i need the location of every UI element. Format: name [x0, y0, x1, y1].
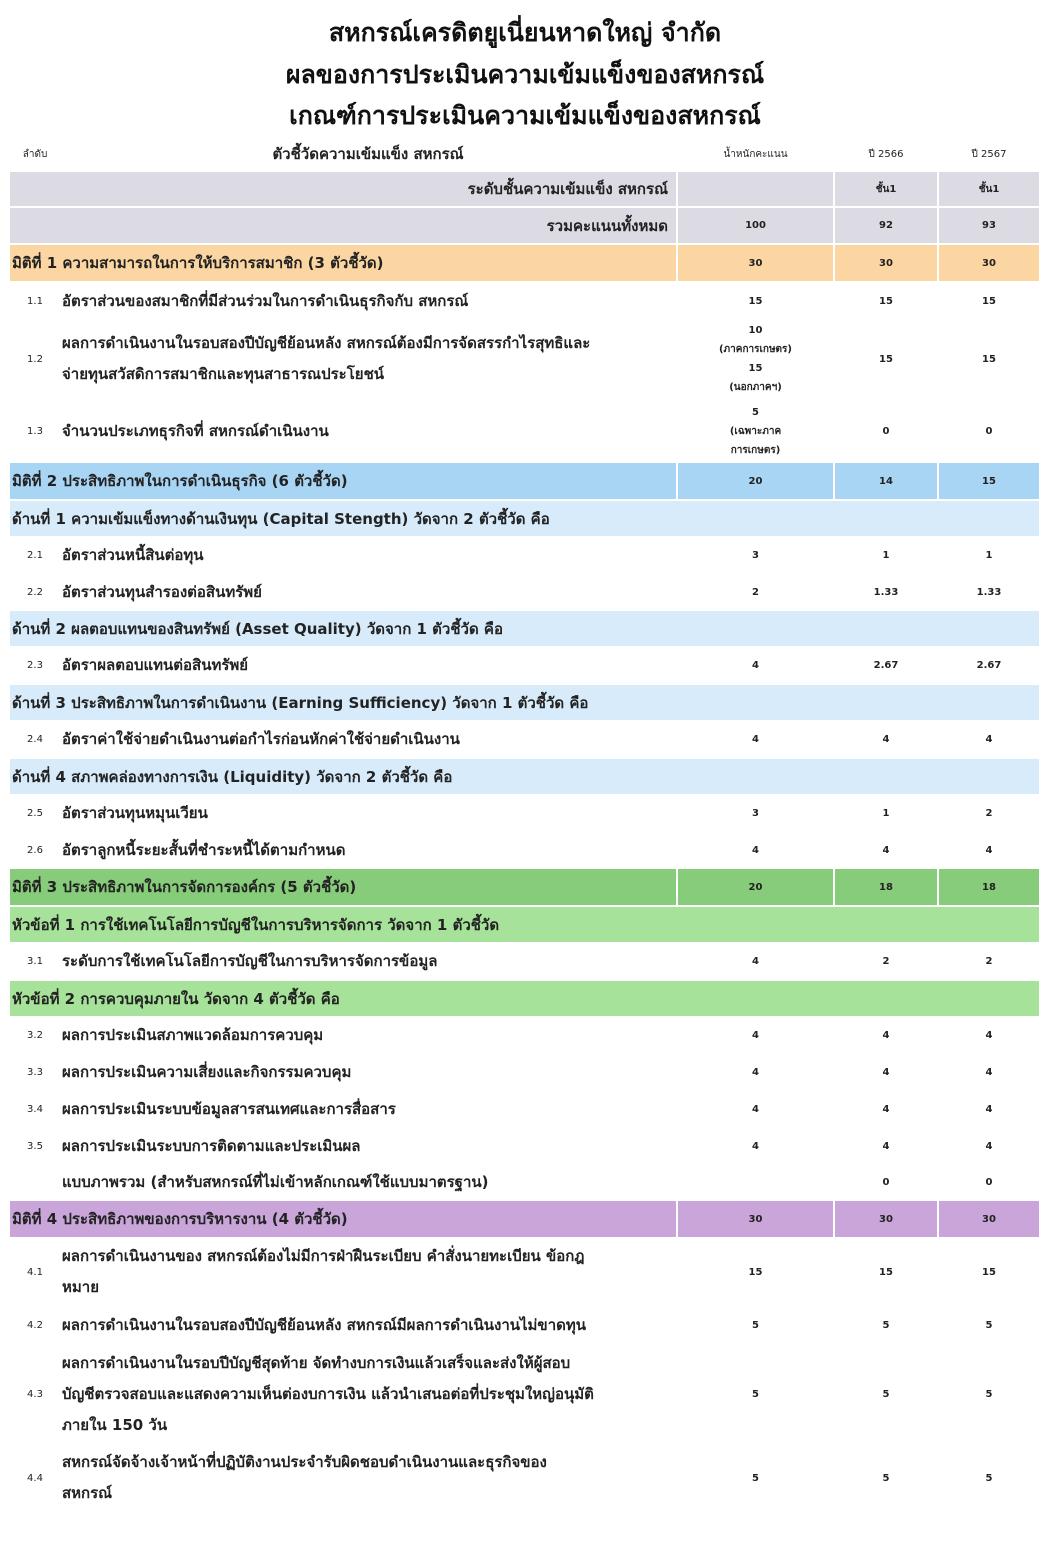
item-no: 2.1: [27, 549, 43, 561]
item-text: [62, 1446, 676, 1510]
dimension-1-weight: 30: [748, 257, 763, 269]
item-text-line: บัญชีตรวจสอบและแสดงความเห็นต่องบการเงิน แล้วนำเสนอต่อที่ประชุมใหญ่อนุมัติ: [62, 1384, 594, 1403]
item-row-1-2: [10, 320, 1039, 398]
item-weight: 4: [752, 660, 759, 671]
item-y2: 5: [985, 1472, 993, 1484]
item-no: [10, 1164, 60, 1200]
item-text-line: สหกรณ์จัดจ้างเจ้าหน้าที่ปฏิบัติงานประจำรับผิดชอบดำเนินงานและธุรกิจของ: [62, 1453, 547, 1471]
item-weight: 4: [752, 956, 759, 967]
item-text: อัตราส่วนหนี้สินต่อทุน: [62, 545, 204, 564]
item-y1: 5: [882, 1388, 890, 1400]
item-text: ระดับการใช้เทคโนโลยีการบัญชีในการบริหารจัดการข้อมูล: [62, 952, 438, 970]
subsection-earning: ด้านที่ 3 ประสิทธิภาพในการดำเนินงาน (Earning Sufficiency) วัดจาก 1 ตัวชี้วัด คือ: [12, 693, 589, 712]
item-no: 1.2: [27, 353, 43, 365]
item-y1: 4: [882, 1030, 890, 1041]
item-y1: 2: [882, 956, 890, 967]
item-row-4-2: [10, 1307, 1039, 1343]
dimension-4-weight: 30: [748, 1213, 763, 1225]
item-row-4-4: [10, 1446, 1039, 1510]
item-no: 3.1: [27, 956, 43, 967]
item-row-4-1: [10, 1238, 1039, 1306]
item-row-3-overall: [10, 1164, 1039, 1200]
item-text: ผลการประเมินสภาพแวดล้อมการควบคุม: [62, 1026, 324, 1044]
item-text: ผลการประเมินระบบข้อมูลสารสนเทศและการสื่อสาร: [62, 1100, 396, 1118]
item-row-3-2: [10, 1017, 1039, 1054]
item-text-line: ผลการดำเนินงานในรอบปีบัญชีสุดท้าย จัดทำงบการเงินแล้วเสร็จและส่งให้ผู้สอบ: [62, 1353, 571, 1372]
item-text: อัตราส่วนทุนสำรองต่อสินทรัพย์: [62, 582, 262, 601]
item-weight-line: (เฉพาะภาค: [729, 425, 782, 437]
item-weight-line: 15: [748, 363, 763, 374]
item-y2: 1: [985, 549, 993, 561]
header-indicator: ตัวชี้วัดความเข้มแข็ง สหกรณ์: [272, 145, 464, 163]
item-y1: 15: [879, 353, 893, 365]
item-y2: 5: [985, 1319, 993, 1331]
item-weight: 4: [752, 1067, 759, 1078]
level-label: ระดับชั้นความเข้มแข็ง สหกรณ์: [467, 180, 668, 198]
item-y2: 15: [982, 1266, 996, 1278]
item-no: 2.2: [27, 586, 43, 598]
item-row-3-5: [10, 1128, 1039, 1164]
item-weight: 4: [752, 1030, 759, 1041]
item-row-2-2: [10, 574, 1039, 610]
item-text-line: ผลการดำเนินงานของ สหกรณ์ต้องไม่มีการฝ่าฝืนระเบียบ คำสั่งนายทะเบียน ข้อกฎ: [62, 1247, 585, 1265]
dimension-3-y2: 18: [982, 881, 996, 893]
item-row-2-5: [10, 795, 1039, 831]
item-y2: 5: [985, 1388, 993, 1400]
subsection-row: [10, 907, 1039, 942]
item-no: 2.4: [27, 734, 43, 745]
dimension-1-y1: 30: [879, 257, 893, 269]
item-weight-line: (นอกภาคฯ): [729, 382, 782, 393]
item-y1: 15: [879, 1266, 893, 1278]
item-weight: 3: [752, 807, 759, 819]
item-text: แบบภาพรวม (สำหรับสหกรณ์ที่ไม่เข้าหลักเกณฑ์ใช้แบบมาตรฐาน): [62, 1172, 489, 1191]
item-weight: 15: [748, 295, 763, 307]
subsection-row: [10, 981, 1039, 1016]
item-y1: 1: [882, 807, 890, 819]
item-row-3-4: [10, 1091, 1039, 1128]
item-no: 4.4: [27, 1472, 43, 1484]
item-text-line: หมาย: [62, 1278, 99, 1296]
header-no: ลำดับ: [22, 148, 48, 160]
item-row-1-3: [10, 400, 1039, 462]
item-y2: 4: [985, 1030, 993, 1041]
subsection-row: [10, 759, 1039, 794]
subsection-accounting-tech: หัวข้อที่ 1 การใช้เทคโนโลยีการบัญชีในการบริหารจัดการ วัดจาก 1 ตัวชี้วัด: [12, 915, 500, 934]
item-no: 3.4: [27, 1104, 43, 1115]
item-y1: 1.33: [873, 586, 899, 598]
item-weight: 5: [752, 1472, 759, 1484]
total-label: รวมคะแนนทั้งหมด: [546, 216, 668, 235]
dimension-2-weight: 20: [748, 475, 763, 487]
item-text: ผลการประเมินระบบการติดตามและประเมินผล: [62, 1136, 361, 1155]
item-row-3-3: [10, 1054, 1039, 1091]
item-y1: 5: [882, 1472, 890, 1484]
item-y1: 4: [882, 1140, 890, 1152]
item-y1: 4: [882, 844, 890, 856]
header-year-2567: ปี 2567: [971, 148, 1007, 160]
dimension-1-label: มิติที่ 1 ความสามารถในการให้บริการสมาชิก (3 ตัวชี้วัด): [12, 254, 384, 272]
item-y2: 4: [985, 1067, 993, 1078]
dimension-1-row: [10, 245, 1039, 281]
dimension-4-y1: 30: [879, 1213, 893, 1225]
item-weight: 4: [752, 844, 759, 856]
item-weight-line: การเกษตร): [730, 444, 781, 456]
summary-total-row: [10, 208, 1039, 243]
item-text: ผลการดำเนินงานในรอบสองปีบัญชีย้อนหลัง สหกรณ์มีผลการดำเนินงานไม่ขาดทุน: [62, 1315, 586, 1334]
item-y2: 2: [985, 807, 993, 819]
level-y2: ชั้น1: [978, 183, 1000, 195]
item-no: 2.5: [27, 807, 43, 819]
item-y1: 2.67: [873, 660, 899, 671]
dimension-2-label: มิติที่ 2 ประสิทธิภาพในการดำเนินธุรกิจ (6 ตัวชี้วัด): [12, 472, 348, 490]
item-no: 2.3: [27, 660, 43, 671]
item-y1: 1: [882, 549, 890, 561]
item-y1: 4: [882, 734, 890, 745]
subsection-row: [10, 611, 1039, 646]
item-text: [62, 320, 676, 398]
item-y1: 4: [882, 1104, 890, 1115]
item-row-3-1: [10, 943, 1039, 980]
item-y2: 4: [985, 844, 993, 856]
dimension-2-y2: 15: [982, 475, 996, 487]
dimension-4-row: [10, 1201, 1039, 1237]
dimension-3-label: มิติที่ 3 ประสิทธิภาพในการจัดการองค์กร (5 ตัวชี้วัด): [12, 878, 357, 896]
total-y2: 93: [982, 220, 996, 231]
item-no: 4.3: [27, 1388, 43, 1400]
item-text: [62, 1238, 676, 1306]
item-row-1-1: [10, 283, 1039, 319]
item-text: จำนวนประเภทธุรกิจที่ สหกรณ์ดำเนินงาน: [62, 421, 329, 440]
header-year-2566: ปี 2566: [868, 148, 904, 160]
subsection-liquidity: ด้านที่ 4 สภาพคล่องทางการเงิน (Liquidity) วัดจาก 2 ตัวชี้วัด คือ: [12, 767, 453, 786]
dimension-3-row: [10, 869, 1039, 905]
dimension-3-weight: 20: [748, 881, 763, 893]
item-no: 1.3: [27, 425, 43, 437]
dimension-2-y1: 14: [879, 475, 893, 487]
item-y1: 0: [882, 425, 890, 437]
item-text-line: สหกรณ์: [62, 1484, 113, 1502]
title-assessment-result: ผลของการประเมินความเข้มแข็งของสหกรณ์: [285, 60, 765, 89]
subsection-asset-quality: ด้านที่ 2 ผลตอบแทนของสินทรัพย์ (Asset Quality) วัดจาก 1 ตัวชี้วัด คือ: [12, 619, 503, 638]
item-text: ผลการประเมินความเสี่ยงและกิจกรรมควบคุม: [62, 1063, 352, 1081]
item-text: อัตราผลตอบแทนต่อสินทรัพย์: [62, 656, 249, 674]
dimension-1-y2: 30: [982, 257, 996, 269]
item-y2: 2: [985, 956, 993, 967]
subsection-row: [10, 501, 1039, 536]
subsection-internal-control: หัวข้อที่ 2 การควบคุมภายใน วัดจาก 4 ตัวชี้วัด คือ: [12, 989, 340, 1008]
item-y2: 0: [985, 1176, 993, 1188]
item-text: อัตราส่วนทุนหมุนเวียน: [62, 803, 208, 822]
item-y2: 15: [982, 295, 996, 307]
item-weight: 5: [752, 1319, 759, 1331]
item-no: 4.2: [27, 1319, 43, 1331]
title-assessment-criteria: เกณฑ์การประเมินความเข้มแข็งของสหกรณ์: [289, 101, 761, 130]
item-weight: [678, 400, 833, 462]
item-weight: 4: [752, 1104, 759, 1115]
item-y2: 15: [982, 353, 996, 365]
item-y2: 2.67: [976, 660, 1002, 671]
item-text-line: ภายใน 150 วัน: [62, 1415, 168, 1434]
item-text-line: ผลการดำเนินงานในรอบสองปีบัญชีย้อนหลัง สหกรณ์ต้องมีการจัดสรรกำไรสุทธิและ: [62, 334, 591, 352]
dimension-4-y2: 30: [982, 1213, 996, 1225]
item-weight-line: (ภาคการเกษตร): [718, 344, 792, 355]
item-y1: 15: [879, 295, 893, 307]
item-row-4-3: [10, 1345, 1039, 1443]
item-y2: 4: [985, 734, 993, 745]
item-weight: 2: [752, 586, 759, 598]
item-no: 3.5: [27, 1140, 43, 1152]
dimension-2-row: [10, 463, 1039, 499]
item-no: 3.2: [27, 1030, 43, 1041]
item-weight: 4: [752, 1140, 759, 1152]
item-text: อัตราส่วนของสมาชิกที่มีส่วนร่วมในการดำเนินธุรกิจกับ สหกรณ์: [62, 291, 469, 310]
item-row-2-6: [10, 832, 1039, 868]
item-weight: 5: [752, 1388, 759, 1400]
item-no: 4.1: [27, 1266, 43, 1278]
item-row-2-3: [10, 647, 1039, 684]
item-y2: 4: [985, 1140, 993, 1152]
total-weight: 100: [745, 220, 766, 231]
item-weight: [678, 320, 833, 398]
item-weight: 4: [752, 734, 759, 745]
item-weight: [678, 1164, 833, 1200]
total-y1: 92: [879, 220, 893, 231]
item-y1: 5: [882, 1319, 890, 1331]
item-y1: 4: [882, 1067, 890, 1078]
item-text: อัตราลูกหนี้ระยะสั้นที่ชำระหนี้ได้ตามกำหนด: [62, 840, 346, 859]
item-no: 2.6: [27, 844, 43, 856]
title-cooperative-name: สหกรณ์เครดิตยูเนี่ยนหาดใหญ่ จำกัด: [328, 18, 722, 47]
subsection-row: [10, 685, 1039, 720]
item-text: อัตราค่าใช้จ่ายดำเนินงานต่อกำไรก่อนหักค่าใช้จ่ายดำเนินงาน: [62, 730, 460, 748]
item-weight: 3: [752, 549, 759, 561]
item-y1: 0: [882, 1176, 890, 1188]
item-no: 1.1: [27, 295, 43, 307]
item-weight: 15: [748, 1266, 763, 1278]
dimension-3-y1: 18: [879, 881, 893, 893]
item-y2: 4: [985, 1104, 993, 1115]
header-weight: น้ำหนักคะแนน: [723, 148, 788, 160]
item-text: [62, 1345, 676, 1443]
item-y2: 1.33: [976, 586, 1002, 598]
item-row-2-1: [10, 537, 1039, 573]
item-weight-line: 10: [748, 325, 763, 336]
item-no: 3.3: [27, 1067, 43, 1078]
dimension-4-label: มิติที่ 4 ประสิทธิภาพของการบริหารงาน (4 ตัวชี้วัด): [12, 1210, 348, 1228]
item-row-2-4: [10, 721, 1039, 758]
item-y2: 0: [985, 425, 993, 437]
summary-level-row: [10, 172, 1039, 206]
subsection-capital: ด้านที่ 1 ความเข้มแข็งทางด้านเงินทุน (Capital Stength) วัดจาก 2 ตัวชี้วัด คือ: [12, 509, 550, 528]
item-weight-line: 5: [752, 406, 759, 418]
level-y1: ชั้น1: [875, 183, 897, 195]
item-text-line: จ่ายทุนสวัสดิการสมาชิกและทุนสาธารณประโยชน์: [62, 365, 385, 383]
